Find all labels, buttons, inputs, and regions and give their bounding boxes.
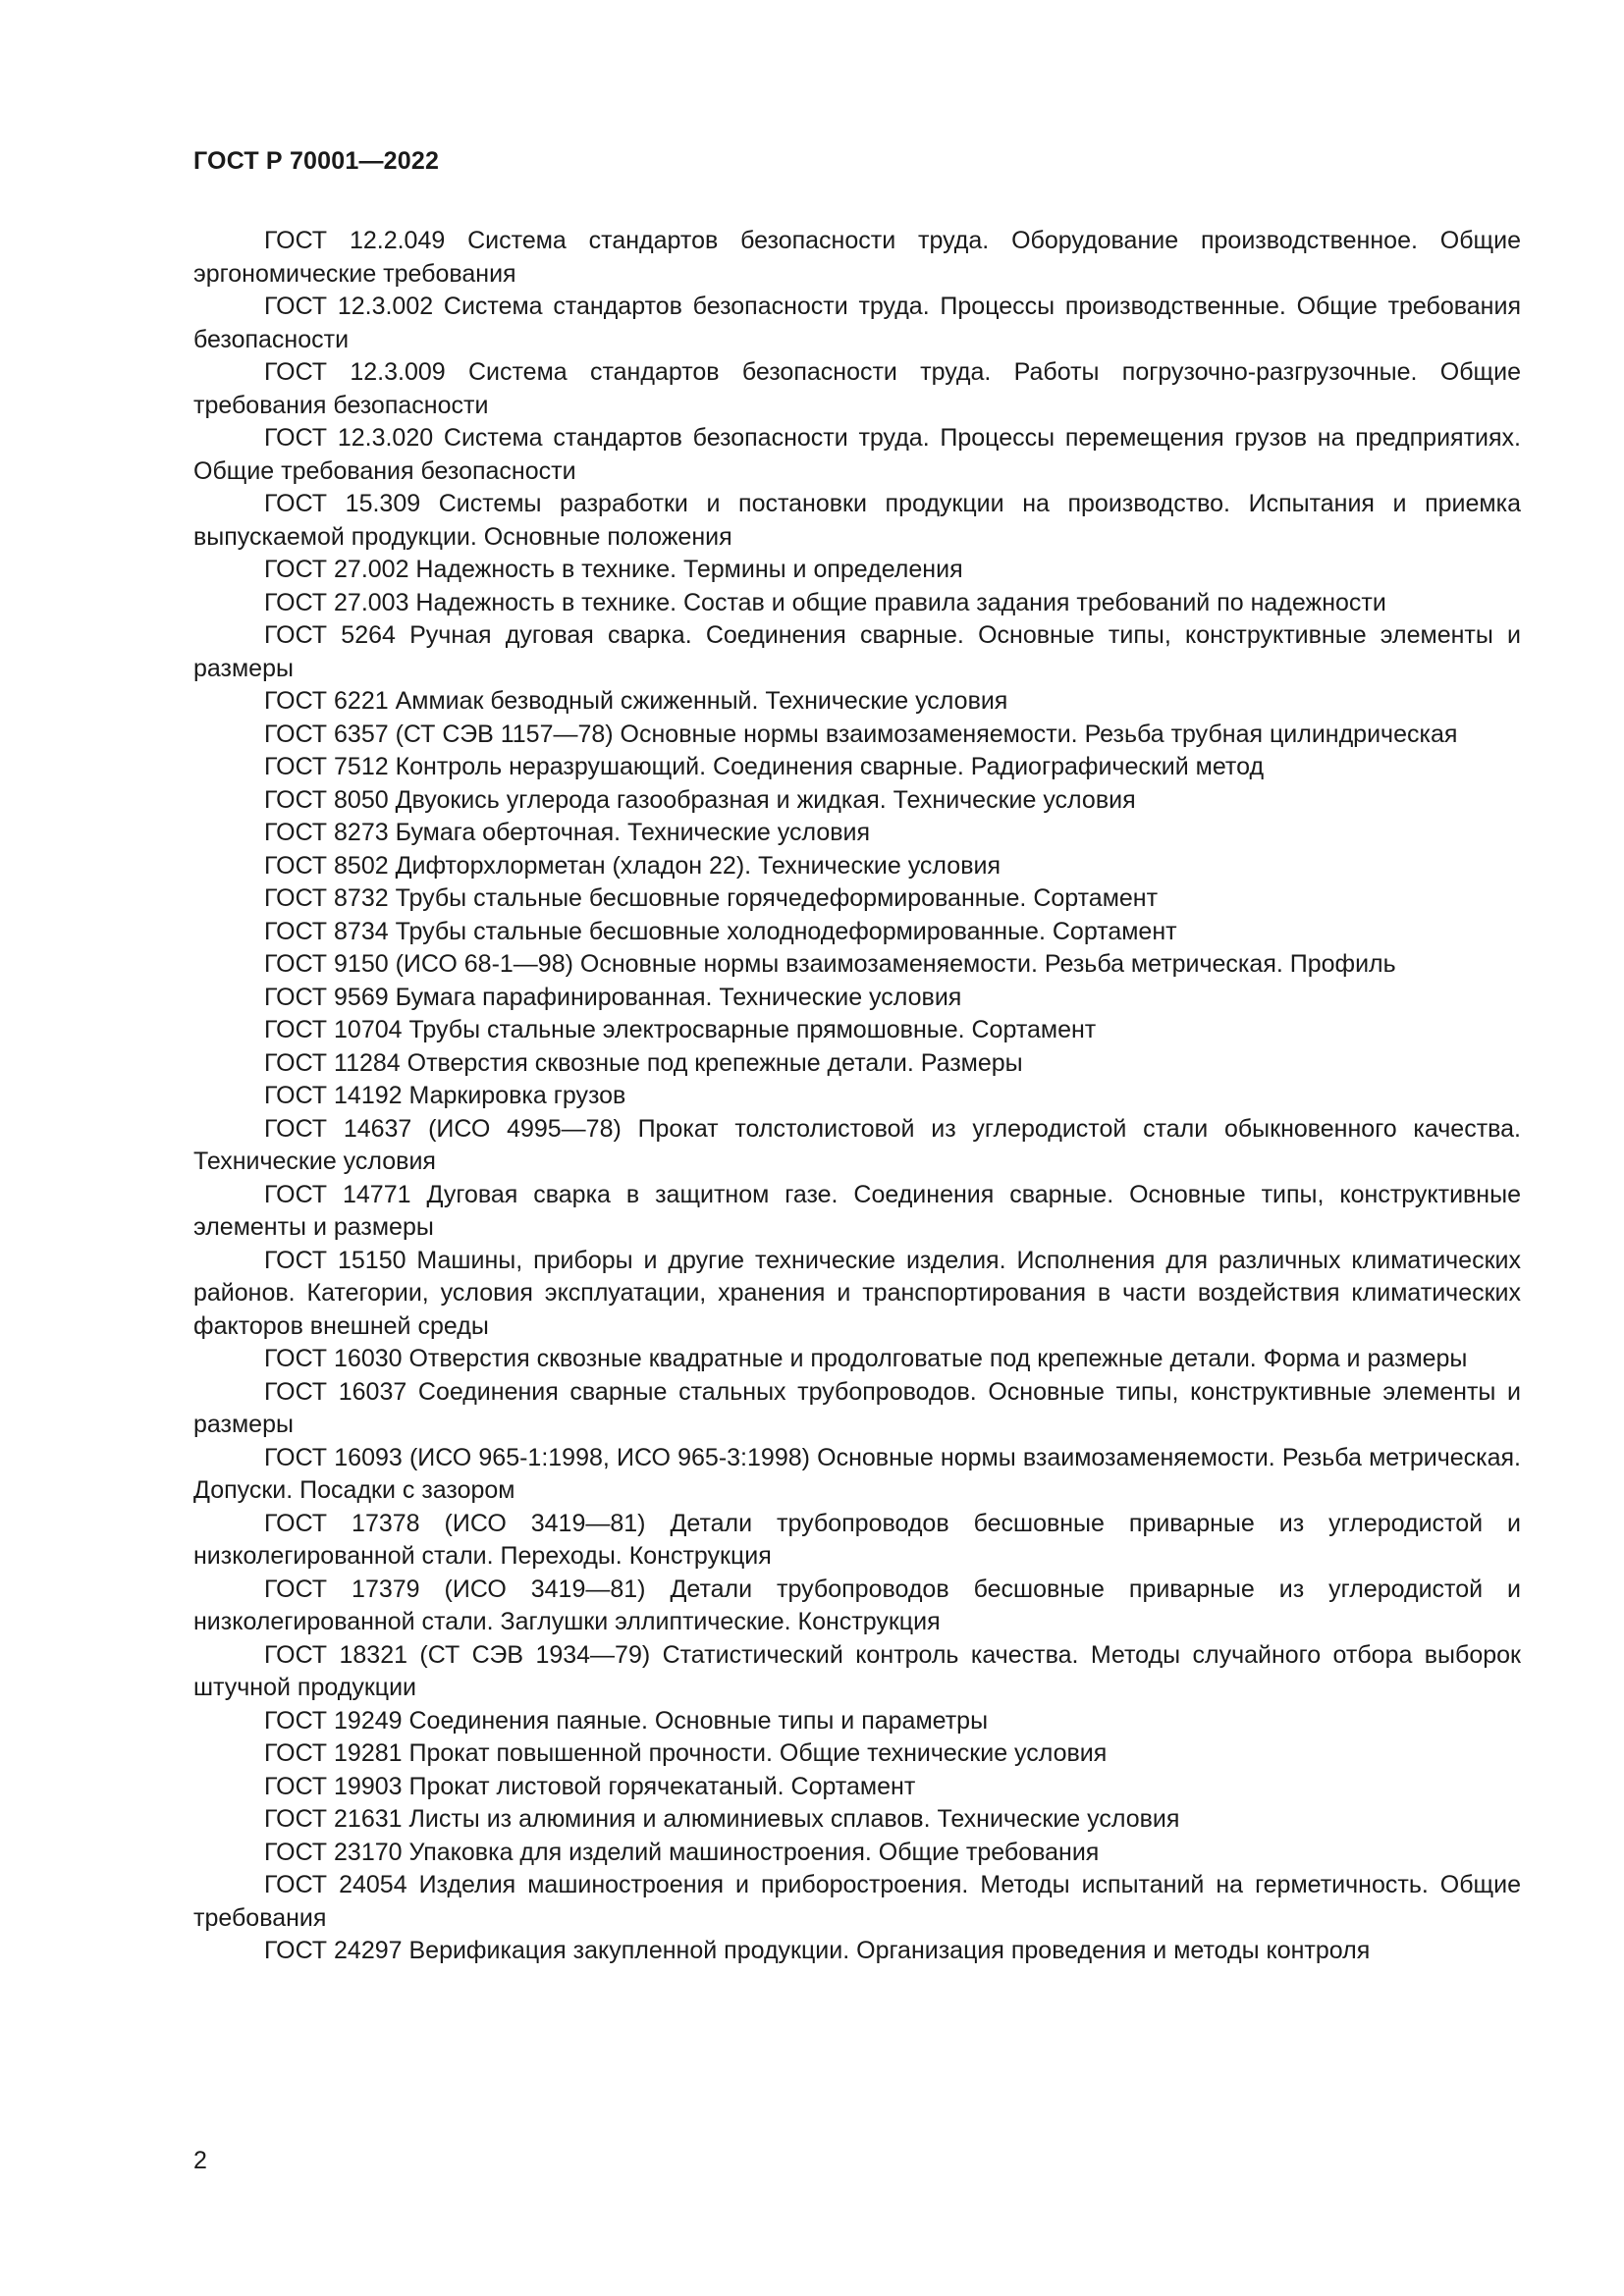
normative-references-list	[193, 225, 1521, 1968]
reference-item: ГОСТ 6357 (СТ СЭВ 1157—78) Основные нормы взаимозаменяемости. Резьба трубная цилиндрическая	[264, 720, 1458, 748]
reference-item: ГОСТ 27.003 Надежность в технике. Состав и общие правила задания требований по надежности	[264, 588, 1386, 616]
reference-item: ГОСТ 8734 Трубы стальные бесшовные холоднодеформированные. Сортамент	[264, 917, 1177, 945]
reference-item: ГОСТ 8273 Бумага оберточная. Технические условия	[264, 819, 871, 846]
reference-item: ГОСТ 14771 Дуговая сварка в защитном газе. Соединения сварные. Основные типы, конструктивные элементы и размеры	[193, 1180, 1521, 1241]
reference-item: ГОСТ 27.002 Надежность в технике. Термины и определения	[264, 556, 963, 583]
reference-item: ГОСТ 8732 Трубы стальные бесшовные горячедеформированные. Сортамент	[264, 884, 1159, 912]
reference-item: ГОСТ 8502 Дифторхлорметан (хладон 22). Технические условия	[264, 851, 1001, 880]
reference-item: ГОСТ 17378 (ИСО 3419—81) Детали трубопроводов бесшовные приварные из углеродистой и низколегированной стали. Переходы. Конструкция	[193, 1509, 1521, 1570]
reference-item: ГОСТ 9569 Бумага парафинированная. Технические условия	[264, 983, 962, 1011]
reference-item: ГОСТ 12.2.049 Система стандартов безопасности труда. Оборудование производственное. Общие эргономические требования	[193, 227, 1521, 288]
reference-item: ГОСТ 8050 Двуокись углерода газообразная и жидкая. Технические условия	[264, 785, 1136, 814]
reference-item: ГОСТ 10704 Трубы стальные электросварные прямошовные. Сортамент	[264, 1016, 1097, 1043]
reference-item: ГОСТ 23170 Упаковка для изделий машиностроения. Общие требования	[264, 1838, 1100, 1866]
page-number: 2	[193, 2147, 207, 2174]
reference-item: ГОСТ 15.309 Системы разработки и постановки продукции на производство. Испытания и приемка выпускаемой продукции. Основные положения	[193, 490, 1521, 551]
reference-item: ГОСТ 14192 Маркировка грузов	[264, 1082, 626, 1109]
reference-item: ГОСТ 19281 Прокат повышенной прочности. Общие технические условия	[264, 1739, 1108, 1767]
reference-item: ГОСТ 18321 (СТ СЭВ 1934—79) Статистический контроль качества. Методы случайного отбора выборок штучной продукции	[193, 1640, 1521, 1701]
reference-item: ГОСТ 19903 Прокат листовой горячекатаный. Сортамент	[264, 1772, 916, 1800]
reference-item: ГОСТ 12.3.020 Система стандартов безопасности труда. Процессы перемещения грузов на предприятиях. Общие требования безопасности	[193, 424, 1521, 485]
document-code-header: ГОСТ Р 70001—2022	[193, 147, 440, 175]
reference-item: ГОСТ 19249 Соединения паяные. Основные типы и параметры	[264, 1706, 989, 1735]
reference-item: ГОСТ 24054 Изделия машиностроения и приборостроения. Методы испытаний на герметичность. Общие требования	[193, 1871, 1521, 1932]
reference-item: ГОСТ 14637 (ИСО 4995—78) Прокат толстолистовой из углеродистой стали обыкновенного качества. Технические условия	[193, 1114, 1521, 1175]
reference-item: ГОСТ 9150 (ИСО 68-1—98) Основные нормы взаимозаменяемости. Резьба метрическая. Профиль	[264, 950, 1396, 978]
reference-item: ГОСТ 12.3.009 Система стандартов безопасности труда. Работы погрузочно-разгрузочные. Общие требования безопасности	[193, 358, 1521, 419]
reference-item: ГОСТ 7512 Контроль неразрушающий. Соединения сварные. Радиографический метод	[264, 753, 1265, 780]
reference-item: ГОСТ 6221 Аммиак безводный сжиженный. Технические условия	[264, 687, 1008, 715]
reference-item: ГОСТ 15150 Машины, приборы и другие технические изделия. Исполнения для различных климатических районов. Категории, условия эксплуатации, хранения и транспортирования в части воздействия климатических факторов внешней среды	[193, 1246, 1521, 1340]
reference-item: ГОСТ 11284 Отверстия сквозные под крепежные детали. Размеры	[264, 1048, 1023, 1077]
reference-item: ГОСТ 12.3.002 Система стандартов безопасности труда. Процессы производственные. Общие требования безопасности	[193, 293, 1521, 353]
reference-item: ГОСТ 16093 (ИСО 965-1:1998, ИСО 965-3:1998) Основные нормы взаимозаменяемости. Резьба метрическая. Допуски. Посадки с зазором	[193, 1443, 1521, 1504]
reference-item: ГОСТ 5264 Ручная дуговая сварка. Соединения сварные. Основные типы, конструктивные элементы и размеры	[193, 621, 1521, 682]
reference-item: ГОСТ 17379 (ИСО 3419—81) Детали трубопроводов бесшовные приварные из углеродистой и низколегированной стали. Заглушки эллиптические. Конструкция	[193, 1575, 1521, 1635]
reference-item: ГОСТ 21631 Листы из алюминия и алюминиевых сплавов. Технические условия	[264, 1805, 1180, 1833]
reference-item: ГОСТ 16030 Отверстия сквозные квадратные и продолговатые под крепежные детали. Форма и размеры	[264, 1345, 1468, 1372]
reference-item: ГОСТ 16037 Соединения сварные стальных трубопроводов. Основные типы, конструктивные элементы и размеры	[193, 1377, 1521, 1438]
reference-item: ГОСТ 24297 Верификация закупленной продукции. Организация проведения и методы контроля	[264, 1937, 1371, 1964]
